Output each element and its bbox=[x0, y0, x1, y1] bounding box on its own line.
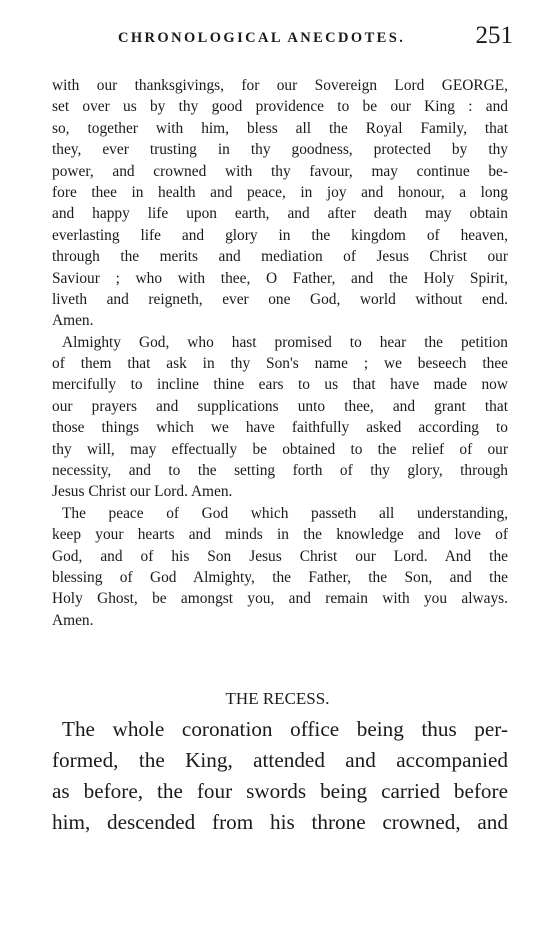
text-line: The peace of God which passeth all understanding, bbox=[62, 504, 508, 522]
text-line: blessing of God Almighty, the Father, the Son, and the bbox=[52, 568, 508, 586]
text-line: him, descended from his throne crowned, and bbox=[52, 810, 508, 834]
text-line: formed, the King, attended and accompanied bbox=[52, 748, 508, 772]
section-heading: THE RECESS. bbox=[225, 689, 330, 708]
text-line: necessity, and to the setting forth of thy glory, through bbox=[52, 462, 508, 480]
text-line: God, and of his Son Jesus Christ our Lord. And the bbox=[52, 547, 508, 565]
prayer-text bbox=[52, 75, 508, 631]
text-line: with our thanksgivings, for our Sovereign Lord GEORGE, bbox=[52, 77, 508, 94]
text-line: our prayers and supplications unto thee, and grant that bbox=[52, 397, 508, 415]
text-line: Amen. bbox=[52, 611, 94, 629]
text-line: they, ever trusting in thy goodness, protected by thy bbox=[52, 141, 508, 159]
text-line: mercifully to incline thine ears to us that have made now bbox=[52, 376, 508, 394]
text-line: thy will, may effectually be obtained to the relief of our bbox=[52, 440, 508, 458]
text-line: The whole coronation office being thus per- bbox=[62, 717, 508, 741]
running-title: CHRONOLOGICAL ANECDOTES. bbox=[118, 30, 406, 46]
text-line: through the merits and mediation of Jesus Christ our bbox=[52, 248, 508, 266]
text-line: those things which we have faithfully asked according to bbox=[52, 419, 508, 437]
text-line: Almighty God, who hast promised to hear the petition bbox=[62, 333, 508, 351]
page-number: 251 bbox=[475, 22, 513, 49]
text-line: keep your hearts and minds in the knowledge and love of bbox=[52, 526, 508, 544]
recess-text bbox=[52, 714, 508, 838]
text-line: liveth and reigneth, ever one God, world without end. bbox=[52, 290, 508, 308]
running-head bbox=[50, 22, 513, 52]
text-line: so, together with him, bless all the Royal Family, that bbox=[52, 119, 508, 137]
text-line: Amen. bbox=[52, 312, 94, 330]
text-line: power, and crowned with thy favour, may continue be- bbox=[52, 162, 508, 180]
text-line: and happy life upon earth, and after death may obtain bbox=[52, 205, 508, 223]
text-line: Saviour ; who with thee, O Father, and the Holy Spirit, bbox=[52, 269, 508, 287]
text-line: everlasting life and glory in the kingdom of heaven, bbox=[52, 226, 508, 244]
text-line: of them that ask in thy Son's name ; we beseech thee bbox=[52, 355, 508, 373]
text-line: Jesus Christ our Lord. Amen. bbox=[52, 483, 233, 501]
text-line: set over us by thy good providence to be our King : and bbox=[52, 98, 508, 116]
text-line: as before, the four swords being carried before bbox=[52, 779, 508, 803]
text-line: fore thee in health and peace, in joy and honour, a long bbox=[52, 183, 508, 201]
text-line: Holy Ghost, be amongst you, and remain with you always. bbox=[52, 590, 508, 608]
